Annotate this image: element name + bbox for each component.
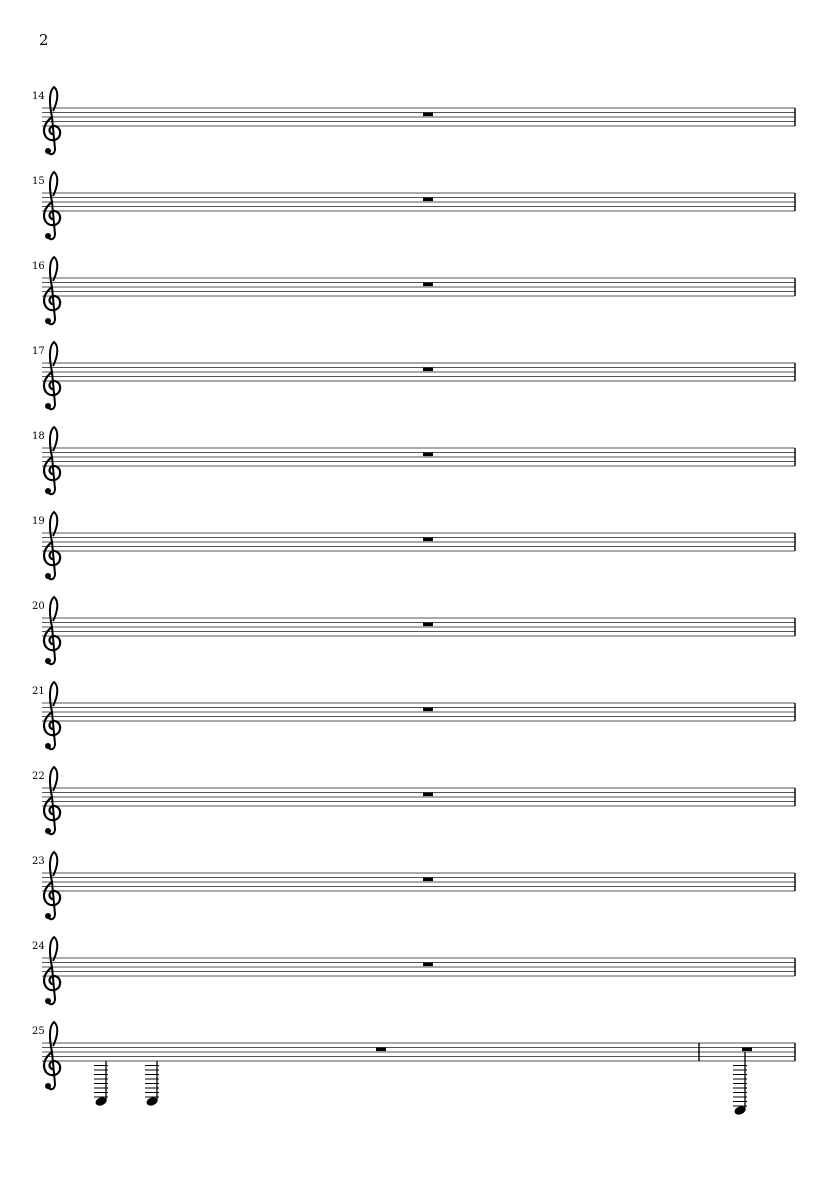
whole-rest-icon [423, 198, 433, 202]
whole-rest-icon [423, 113, 433, 117]
staff-system [32, 682, 795, 749]
treble-clef-icon [44, 427, 60, 494]
measure-number: 25 [32, 1026, 45, 1037]
whole-rest-icon [423, 878, 433, 882]
whole-rest-icon [423, 368, 433, 372]
whole-rest-icon [423, 963, 433, 967]
treble-clef-icon [44, 257, 60, 324]
measure-number: 14 [32, 91, 45, 102]
measure-number: 17 [32, 346, 45, 357]
staff-system [32, 342, 795, 409]
staff-system [32, 172, 795, 239]
treble-clef-icon [44, 597, 60, 664]
staff-system [32, 427, 795, 494]
whole-rest-icon [423, 453, 433, 457]
treble-clef-icon [44, 937, 60, 1004]
quarter-note-icon [145, 1061, 159, 1107]
measure-number: 16 [32, 261, 45, 272]
treble-clef-icon [44, 682, 60, 749]
whole-rest-icon [423, 283, 433, 287]
measure-number: 22 [32, 771, 45, 782]
staff-system [32, 257, 795, 324]
treble-clef-icon [44, 342, 60, 409]
staff-system [32, 512, 795, 579]
treble-clef-icon [44, 852, 60, 919]
whole-rest-icon [423, 793, 433, 797]
treble-clef-icon [44, 1022, 60, 1089]
measure-number: 23 [32, 856, 45, 867]
measure-number: 15 [32, 176, 45, 187]
treble-clef-icon [44, 512, 60, 579]
whole-rest-icon [423, 623, 433, 627]
measure-number: 20 [32, 601, 45, 612]
page-number: 2 [39, 31, 49, 49]
staff-system [32, 597, 795, 664]
staff-system [32, 87, 795, 154]
staff-system [32, 1022, 795, 1116]
treble-clef-icon [44, 172, 60, 239]
measure-number: 21 [32, 686, 45, 697]
whole-rest-icon [423, 538, 433, 542]
staff-system [32, 937, 795, 1004]
measure-number: 19 [32, 516, 45, 527]
treble-clef-icon [44, 87, 60, 154]
staff-system [32, 852, 795, 919]
whole-rest-icon [423, 708, 433, 712]
staff-system [32, 767, 795, 834]
quarter-note-icon [94, 1061, 108, 1107]
treble-clef-icon [44, 767, 60, 834]
measure-number: 24 [32, 941, 45, 952]
quarter-note-icon [733, 1052, 747, 1116]
whole-rest-icon [376, 1048, 386, 1052]
whole-rest-icon [742, 1048, 752, 1052]
measure-number: 18 [32, 431, 45, 442]
